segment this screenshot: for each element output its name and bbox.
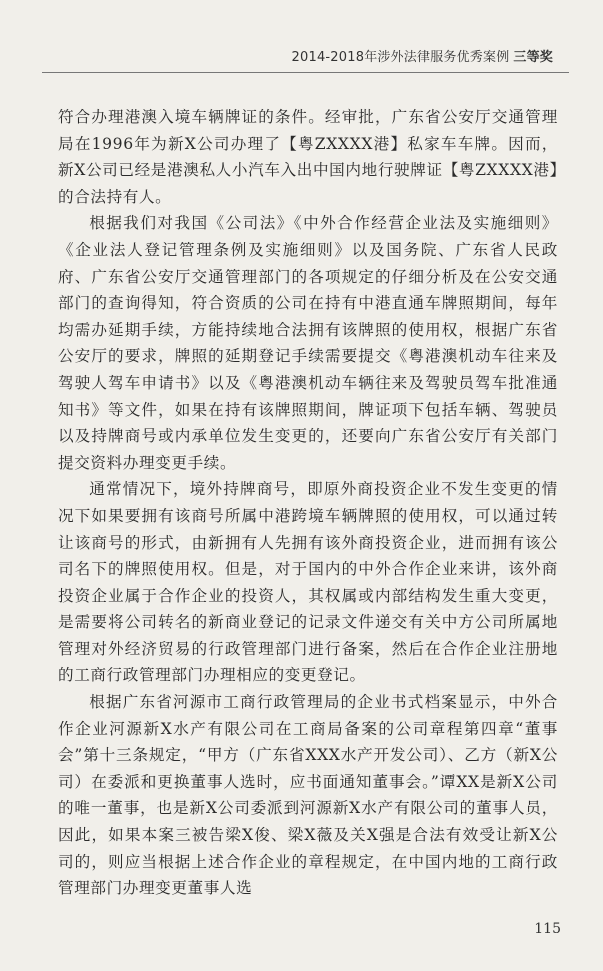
running-header [292, 46, 553, 65]
header-award: 三等奖 [513, 50, 553, 65]
header-rule [42, 72, 569, 73]
paragraph-4: 根据广东省河源市工商行政管理局的企业书式档案显示，中外合作企业河源新X水产有限公司在工商局备案的公司章程第四章“董事会”第十三条规定，“甲方（广东省XXX水产开发公司）、乙方（新X公司）在委派和更换董事人选时，应书面通知董事会。”谭XX是新X公司的唯一董事，也是新X公司委派到河源新X水产有限公司的董事人员，因此，如果本案三被告梁X俊、梁X薇及关X强是合法有效受让新X公司的，则应当根据上述合作企业的章程规定，在中国内地的工商行政管理部门办理变更董事人选 [58, 693, 558, 898]
header-title: 2014-2018年涉外法律服务优秀案例 [291, 50, 510, 65]
body-text [58, 104, 558, 902]
paragraph-3: 通常情况下，境外持牌商号，即原外商投资企业不发生变更的情况下如果要拥有该商号所属中港跨境车辆牌照的使用权，可以通过转让该商号的形式，由新拥有人先拥有该外商投资企业，进而拥有该公司名下的牌照使用权。但是，对于国内的中外合作企业来讲，该外商投资企业属于合作企业的投资人，其权属或内部结构发生重大变更，是需要将公司转名的新商业登记的记录文件递交有关中方公司所属地管理对外经济贸易的行政管理部门进行备案，然后在合作企业注册地的工商行政管理部门办理相应的变更登记。 [58, 480, 558, 685]
paragraph-1: 符合办理港澳入境车辆牌证的条件。经审批，广东省公安厅交通管理局在1996年为新X公司办理了【粤ZXXXX港】私家车车牌。因而，新X公司已经是港澳私人小汽车入出中国内地行驶牌证【粤ZXXXX港】的合法持有人。 [58, 108, 558, 206]
paragraph-2: 根据我们对我国《公司法》《中外合作经营企业法及实施细则》《企业法人登记管理条例及实施细则》以及国务院、广东省人民政府、广东省公安厅交通管理部门的各项规定的仔细分析及在公安交通部门的查询得知，符合资质的公司在持有中港直通车牌照期间，每年均需办延期手续，方能持续地合法拥有该牌照的使用权，根据广东省公安厅的要求，牌照的延期登记手续需要提交《粤港澳机动车往来及驾驶人驾车申请书》以及《粤港澳机动车辆往来及驾驶员驾车批准通知书》等文件，如果在持有该牌照期间，牌证项下包括车辆、驾驶员以及持牌商号或内承单位发生变更的，还要向广东省公安厅有关部门提交资料办理变更手续。 [58, 214, 558, 472]
page-number: 115 [534, 921, 561, 937]
